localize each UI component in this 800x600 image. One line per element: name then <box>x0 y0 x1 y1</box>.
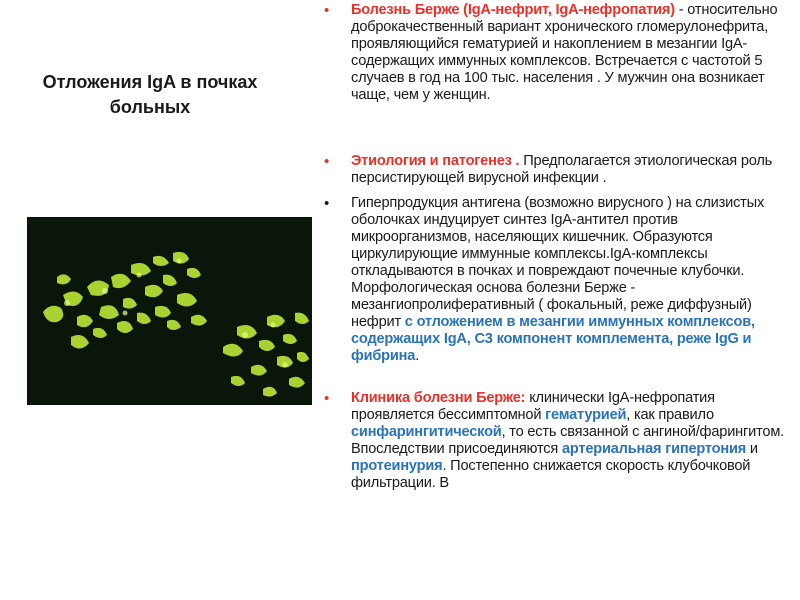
paragraph-text: Предполагается этиологическая роль персистирующей вирусной инфекции . <box>351 153 773 186</box>
micrograph-image <box>27 217 312 405</box>
paragraph <box>351 2 794 104</box>
paragraph <box>351 195 794 365</box>
paragraph-text: . Постепенно снижается скорость клубочковой фильтрации. В <box>351 458 751 491</box>
highlight-proteinuria: протеинурия <box>351 458 443 474</box>
paragraph <box>351 153 794 187</box>
heading-etiology: Этиология и патогенез . <box>351 153 524 169</box>
text-column <box>324 2 794 492</box>
highlight-synpharyngitic: синфарингитической <box>351 424 502 440</box>
paragraph <box>351 390 794 492</box>
colon: : <box>520 390 530 406</box>
bullet-dot: • <box>324 195 330 212</box>
left-title: Отложения IgA в почках больных <box>42 72 258 117</box>
bullet-etiology <box>324 153 794 187</box>
fluorescence-micrograph <box>27 217 312 405</box>
paragraph-text: , как правило <box>626 407 714 423</box>
bullet-dot: • <box>324 153 330 170</box>
heading-berger-disease: Болезнь Берже (IgA-нефрит, IgA-нефропатия) <box>351 2 675 18</box>
bullet-dot: • <box>324 2 330 19</box>
highlight-hypertension: артериальная гипертония <box>561 441 747 457</box>
bullet-pathogenesis <box>324 195 794 365</box>
bullet-dot: • <box>324 390 330 407</box>
bullet-berger-disease <box>324 2 794 104</box>
paragraph-text: и <box>746 441 758 457</box>
paragraph-text: Гиперпродукция антигена (возможно вирусного ) на слизистых оболочках индуцирует синтез IgA-антител против микроорганизмов, населяющих кишечник. Образуются циркулирующие иммунные комплексы.IgA-комплексы откладываются в почках и повреждают почечные клубочки. Морфологическая основа болезни Берже - мезангиопролиферативный ( фокальный, реже диффузный) нефрит <box>351 195 765 330</box>
highlight-hematuria: гематурией <box>545 407 627 423</box>
highlight-deposits: с отложением в мезангии иммунных комплексов, содержащих IgA, С3 компонент комплемента, реже IgG и фибрина <box>351 314 755 364</box>
bullet-clinic <box>324 390 794 492</box>
paragraph-text: . <box>415 348 420 364</box>
paragraph-text: , то есть связанной с ангиной/фарингитом. Впоследствии присоединяются <box>351 424 785 457</box>
paragraph-text: клинически IgA-нефропатия проявляется бессимптомной <box>351 390 715 423</box>
paragraph-text: - относительно доброкачественный вариант хронического гломерулонефрита, проявляющийся гематурией и накоплением в мезангии IgA-содержащих иммунных комплексов. Встречается с частотой 5 случаев в год на 100 тыс. населения . У мужчин она возникает чаще, чем у женщин. <box>351 2 778 103</box>
heading-clinic: Клиника болезни Берже <box>351 390 521 406</box>
